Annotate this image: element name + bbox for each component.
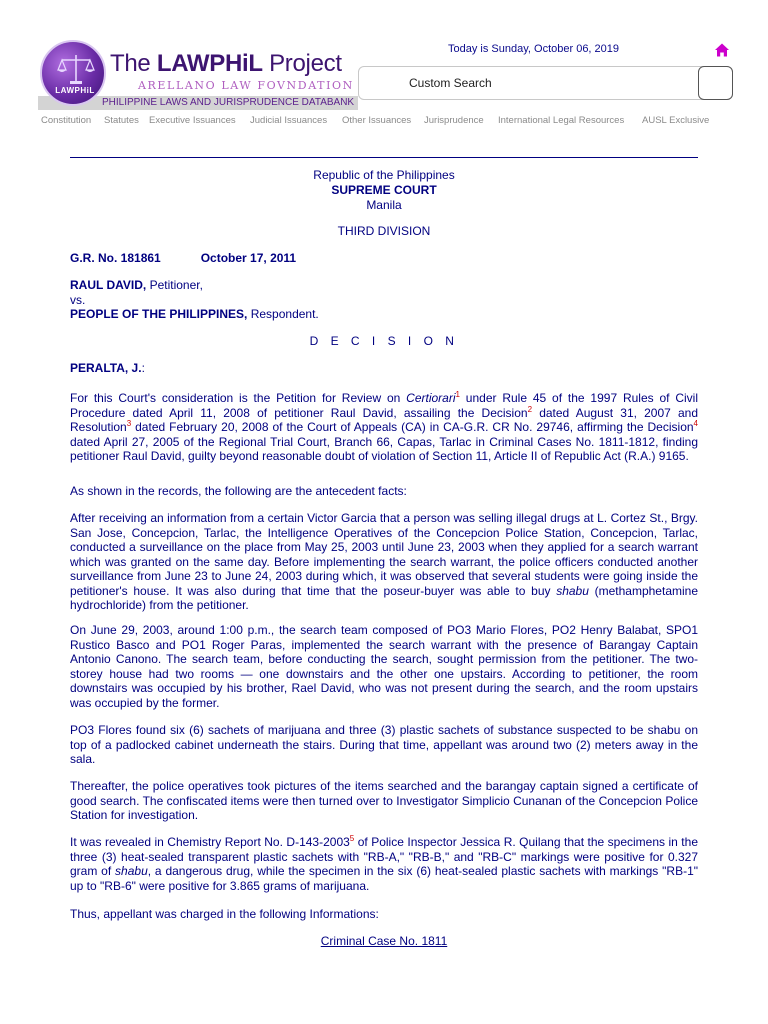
p1-text-a: For this Court's consideration is the Petition for Review on: [70, 391, 407, 405]
footnote-4-link[interactable]: 4: [693, 419, 698, 428]
search-button[interactable]: [698, 66, 733, 100]
paragraph-4: On June 29, 2003, around 1:00 p.m., the search team composed of PO3 Mario Flores, PO2 Henry Balabat, SPO1 Rustico Basco and PO1 Roger Paras, implemented the search warrant with the presence of Barangay Captain Antonio Canono. The search team, before conducting the search, sought permission from the petitioner. The two-storey house had two rooms — one downstairs and the other one upstairs. According to petitioner, the room downstairs was occupied by his brother, Rael David, who was not present during the search, and the room upstairs was occupied by the former.: [70, 623, 698, 710]
paragraph-6: Thereafter, the police operatives took pictures of the items searched and the barangay captain signed a certificate of good search. The confiscated items were then turned over to Investigator Simplicio Cunanan of the Concepcion Police Station for investigation.: [70, 779, 698, 822]
paragraph-2: As shown in the records, the following are the antecedent facts:: [70, 484, 407, 498]
p1-text-f: dated April 27, 2005 of the Regional Trial Court, Branch 66, Capas, Tarlac in Criminal Cases No. 1811-1812, finding petitioner Raul David, guilty beyond reasonable doubt of violation of Section 11, Article II of Republic Act (R.A.) 9165.: [70, 434, 698, 463]
site-logo[interactable]: [38, 38, 358, 112]
p1-text-e: dated February 20, 2008 of the Court of Appeals (CA) in CA-G.R. CR No. 29746, affirming the Decision: [131, 420, 694, 434]
paragraph-1: [70, 391, 698, 464]
nav-item-ausl-exclusive[interactable]: AUSL Exclusive: [642, 115, 710, 126]
p7-text-a: It was revealed in Chemistry Report No. D-143-2003: [70, 835, 350, 849]
nav-item-statutes[interactable]: Statutes: [104, 115, 139, 126]
nav-item-constitution[interactable]: Constitution: [41, 115, 92, 126]
nav-item-international-legal-resources[interactable]: International Legal Resources: [498, 115, 625, 126]
ponente-suffix: :: [141, 361, 145, 375]
nav-item-other-issuances[interactable]: Other Issuances: [342, 115, 412, 126]
p3-text-c: (methamphetamine hydrochloride) from the petitioner.: [70, 583, 698, 612]
nav-item-executive-issuances[interactable]: Executive Issuances: [149, 115, 236, 126]
petitioner-role: Petitioner,: [146, 278, 203, 292]
brand-title-suffix: Project: [262, 50, 342, 77]
p1-text-c: under Rule 45 of the 1997 Rules of Civil Procedure dated April 11, 2008 of petitioner Raul David, assailing the Decision: [70, 391, 698, 420]
header-divider: [70, 157, 698, 158]
custom-search-box: [358, 66, 733, 100]
court-city: Manila: [366, 198, 402, 212]
databank-label: PHILIPPINE LAWS AND JURISPRUDENCE DATABANK: [102, 97, 355, 108]
nav-item-jurisprudence[interactable]: Jurisprudence: [424, 115, 484, 126]
republic-line: Republic of the Philippines: [313, 168, 455, 182]
respondent-line: [70, 307, 698, 322]
petitioner-line: [70, 278, 698, 293]
versus: vs.: [70, 293, 86, 307]
paragraph-5: PO3 Flores found six (6) sachets of marijuana and three (3) plastic sachets of substance suspected to be shabu on top of a padlocked cabinet underneath the stairs. During that time, appellant was around two (2) meters away in the sala.: [70, 723, 698, 766]
brand-subtitle: ARELLANO LAW FOVNDATION: [138, 79, 354, 92]
scales-of-justice-icon: [56, 52, 96, 86]
court-name: SUPREME COURT: [331, 183, 437, 197]
brand-title-bold: LAWPHiL: [156, 50, 263, 77]
brand-title: [110, 50, 342, 78]
footnote-3-link[interactable]: 3: [126, 419, 132, 428]
case-date: October 17, 2011: [200, 251, 297, 265]
p7-text-b: of Police Inspector Jessica R. Quilang that the specimens in the three (3) heat-sealed transparent plastic sachets with "RB-A," "RB-B," and "RB-C" markings were positive for 0.327 gram of: [70, 835, 698, 878]
footnote-1-link[interactable]: 1: [455, 390, 460, 399]
p3-italic-shabu: shabu: [556, 583, 589, 598]
ponente-name: PERALTA, J.: [70, 361, 142, 375]
main-nav: [0, 115, 768, 129]
p1-italic-certiorari: Certiorari: [406, 391, 456, 405]
nav-item-judicial-issuances[interactable]: Judicial Issuances: [250, 115, 328, 126]
p7-text-d: , a dangerous drug, while the specimen in the six (6) heat-sealed plastic sachets with markings "RB-1" up to "RB-6" were positive for 3.865 grams of marijuana.: [70, 864, 699, 893]
gr-number: G.R. No. 181861: [70, 251, 161, 265]
logo-emblem-text: LAWPHiL: [55, 86, 95, 95]
today-date: Today is Sunday, October 06, 2019: [448, 43, 620, 55]
search-input[interactable]: [361, 69, 697, 97]
p3-text-a: After receiving an information from a certain Victor Garcia that a person was selling illegal drugs at L. Cortez St., Brgy. San Jose, Concepcion, Tarlac, the Intelligence Operatives of the Concepcion Police Station, Concepcion, Tarlac, conducted a surveillance on the place from May 25, 2003 until June 23, 2003 when they applied for a search warrant which was granted on the same day. Before implementing the search warrant, the police officers conducted another surveillance from June 23 to June 24, 2003 during which, it was observed that several students were going inside the petitioner's house. It was also during that time that the poseur-buyer was able to buy: [70, 511, 698, 598]
brand-title-prefix: The: [110, 50, 157, 77]
footnote-5-link[interactable]: 5: [349, 834, 355, 843]
criminal-case-1811: Criminal Case No. 1811: [320, 934, 448, 948]
paragraph-3: [70, 511, 698, 613]
paragraph-7: [70, 835, 698, 893]
p7-italic-shabu: shabu: [115, 864, 148, 878]
case-header: [70, 251, 698, 266]
respondent-role: Respondent.: [247, 307, 319, 321]
respondent-name: PEOPLE OF THE PHILIPPINES,: [70, 307, 248, 321]
division-name: THIRD DIVISION: [337, 224, 431, 238]
logo-emblem: [40, 40, 106, 106]
decision-title: D E C I S I O N: [309, 334, 459, 348]
home-icon[interactable]: [714, 42, 730, 58]
footnote-2-link[interactable]: 2: [527, 404, 533, 414]
p1-text-d: dated August 31, 2007 and Resolution: [70, 405, 699, 434]
criminal-case-heading: [70, 934, 698, 949]
paragraph-8: Thus, appellant was charged in the following Informations:: [70, 907, 379, 921]
ponente: [70, 361, 698, 376]
petitioner-name: RAUL DAVID,: [70, 278, 147, 292]
